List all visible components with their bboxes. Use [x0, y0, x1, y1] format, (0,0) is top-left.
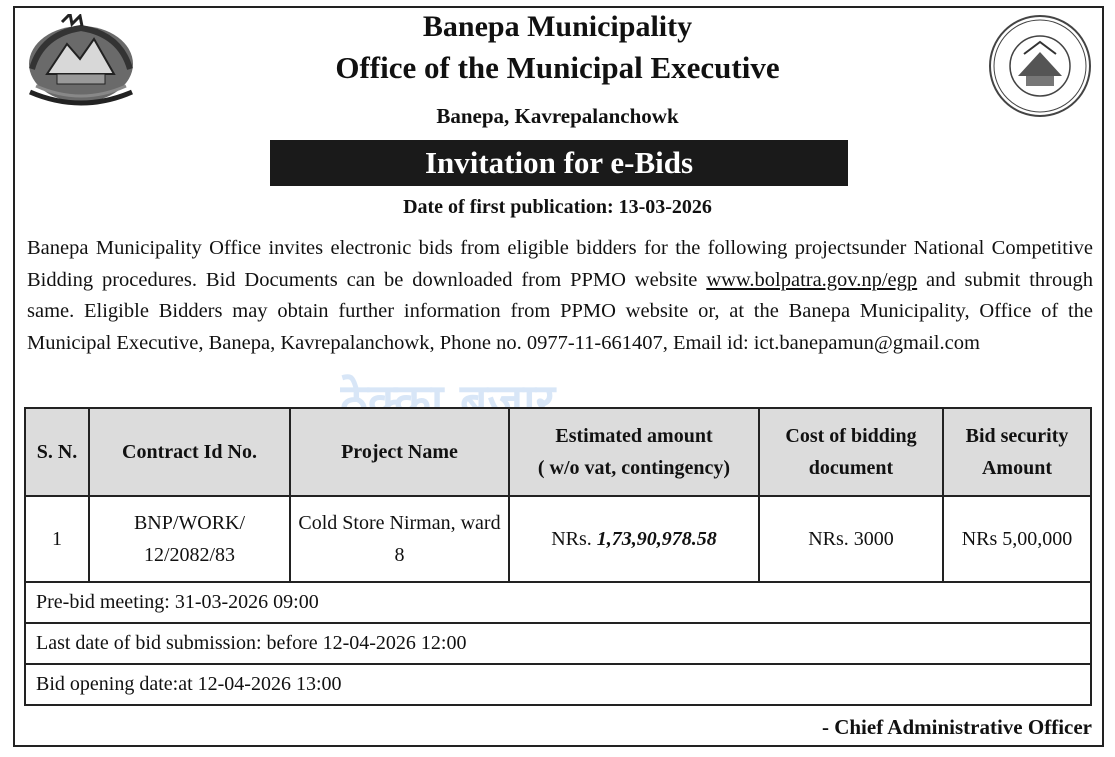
col-project-name: Project Name	[290, 408, 509, 496]
publication-date: Date of first publication: 13-03-2026	[403, 196, 712, 218]
bids-table	[24, 407, 1092, 706]
office-name: Office of the Municipal Executive	[335, 50, 780, 85]
signoff: - Chief Administrative Officer	[821, 715, 1092, 739]
ppmo-website-link[interactable]: www.bolpatra.gov.np/egp	[706, 268, 918, 291]
submission-deadline-row	[25, 623, 1091, 664]
estimate-header-line2: ( w/o vat, contingency)	[537, 457, 731, 479]
municipality-name: Banepa Municipality	[422, 10, 693, 43]
bid-opening-date: Bid opening date:at 12-04-2026 13:00	[25, 664, 1091, 705]
pre-bid-meeting-row	[25, 582, 1091, 623]
col-bid-security: Bid security Amount	[943, 408, 1091, 496]
notice-body	[27, 233, 1093, 359]
table-row	[25, 496, 1091, 582]
svg-text:ठेक्का बजार: ठेक्का बजार	[340, 374, 556, 430]
col-sn: S. N.	[25, 408, 89, 496]
col-cost-of-document: Cost of bidding document	[759, 408, 943, 496]
cell-contract-id: BNP/WORK/ 12/2082/83	[89, 496, 290, 582]
cell-estimated-amount	[509, 496, 759, 582]
estimate-value: 1,73,90,978.58	[596, 528, 717, 550]
col-estimated-amount	[509, 408, 759, 496]
bid-opening-row	[25, 664, 1091, 705]
submission-deadline: Last date of bid submission: before 12-04-2026 12:00	[25, 623, 1091, 664]
body-text-part2: and submit through same. Eligible Bidders may obtain further information from PPMO website or, at the Banepa Municipality, Office of the Municipal Executive, Banepa, Kavrepalanchowk, Phone no. 0977-11-661407, Email id: ict.banepamun@gmail.com	[27, 268, 1094, 354]
table-header-row	[25, 408, 1091, 496]
estimate-currency: NRs.	[551, 528, 592, 550]
col-contract-id: Contract Id No.	[89, 408, 290, 496]
body-text-part1: Banepa Municipality Office invites electronic bids from eligible bidders for the following projectsunder National Competitive Bidding procedures. Bid Documents can be downloaded from PPMO website	[27, 237, 1093, 291]
cell-cost-of-document: NRs. 3000	[759, 496, 943, 582]
cell-bid-security: NRs 5,00,000	[943, 496, 1091, 582]
estimate-header-line1: Estimated amount	[555, 425, 713, 447]
office-location: Banepa, Kavrepalanchowk	[436, 104, 679, 128]
notice-title-banner: Invitation for e-Bids	[270, 140, 848, 186]
cell-project-name: Cold Store Nirman, ward 8	[290, 496, 509, 582]
cell-sn: 1	[25, 496, 89, 582]
pre-bid-meeting: Pre-bid meeting: 31-03-2026 09:00	[25, 582, 1091, 623]
